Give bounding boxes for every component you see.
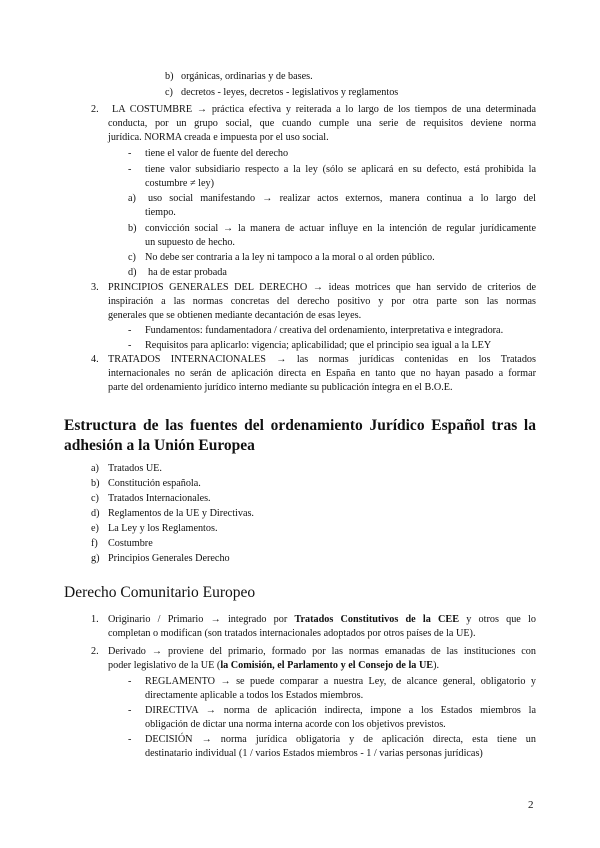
paragraph-line: inspiración a las normas concretas del derecho positivo y por otra parte son las normas <box>108 296 536 307</box>
section-heading: Estructura de las fuentes del ordenamiento Jurídico Español tras la <box>64 417 536 434</box>
dash-bullet: - <box>128 705 132 716</box>
bullet-text: obligación de dictar una norma interna acorde con los objetivos previstos. <box>145 719 446 730</box>
section-heading: adhesión a la Unión Europea <box>64 437 255 454</box>
paragraph-line: parte del ordenamiento jurídico interno mediante su publicación íntegra en el B.O.E. <box>108 382 453 393</box>
list-item-text: uso social manifestando → realizar actos externos, manera continua a lo largo del <box>148 193 536 204</box>
dash-bullet: - <box>128 325 132 336</box>
list-label: e) <box>91 523 99 534</box>
list-item-text: Costumbre <box>108 538 153 549</box>
bullet-text: tiene el valor de fuente del derecho <box>145 148 289 159</box>
list-item-text: Reglamentos de la UE y Directivas. <box>108 508 254 519</box>
list-label: c) <box>165 87 173 98</box>
list-label: d) <box>128 267 137 278</box>
list-item-text: tiempo. <box>145 207 176 218</box>
dash-bullet: - <box>128 148 132 159</box>
bullet-text: DECISIÓN → norma jurídica obligatoria y de aplicación directa, esta tiene un <box>145 734 536 745</box>
list-item-text: Constitución española. <box>108 478 201 489</box>
bullet-text: tiene valor subsidiario respecto a la ley (sólo se aplicará en su defecto, está prohibida la <box>145 164 536 175</box>
bullet-text: destinatario individual (1 / varios Estados miembros - 1 / varias personas jurídicas) <box>145 748 483 759</box>
paragraph-line: TRATADOS INTERNACIONALES → las normas jurídicas contenidas en los Tratados <box>108 354 536 365</box>
bullet-text: directamente aplicable a todos los Estados miembros. <box>145 690 364 701</box>
list-label: c) <box>91 493 99 504</box>
list-item-text: un supuesto de hecho. <box>145 237 235 248</box>
list-item-text: decretos - leyes, decretos - legislativos y reglamentos <box>181 87 399 98</box>
list-item-text: Tratados Internacionales. <box>108 493 211 504</box>
paragraph-line: Derivado → proviene del primario, formado por las normas emanadas de las instituciones con <box>108 646 536 657</box>
paragraph-line: internacionales no serán de aplicación directa en España en tanto que no hayan pasado a formar <box>108 368 536 379</box>
list-number: 1. <box>91 614 99 625</box>
list-label: a) <box>91 463 99 474</box>
list-number: 2. <box>91 646 99 657</box>
list-item-text: orgánicas, ordinarias y de bases. <box>181 71 313 82</box>
list-label: d) <box>91 508 100 519</box>
paragraph-line: generales que se obtienen mediante decantación de esas leyes. <box>108 310 362 321</box>
list-label: g) <box>91 553 100 564</box>
dash-bullet: - <box>128 676 132 687</box>
paragraph-line: conducta, por un grupo social, que cuando cumple una serie de requisitos deviene norma <box>108 118 536 129</box>
list-label: a) <box>128 193 136 204</box>
paragraph-line: PRINCIPIOS GENERALES DEL DERECHO → ideas motrices que han servido de criterios de <box>108 282 536 293</box>
list-number: 2. <box>91 104 99 115</box>
page-number: 2 <box>528 799 534 811</box>
list-label: b) <box>128 223 137 234</box>
list-label: b) <box>91 478 100 489</box>
dash-bullet: - <box>128 164 132 175</box>
paragraph-line: LA COSTUMBRE → práctica efectiva y reiterada a lo largo de los tiempos de una determinada <box>112 104 536 115</box>
bullet-text: REGLAMENTO → se puede comparar a nuestra Ley, de alcance general, obligatorio y <box>145 676 536 687</box>
list-number: 4. <box>91 354 99 365</box>
list-label: c) <box>128 252 136 263</box>
list-item-text: Tratados UE. <box>108 463 162 474</box>
section-heading: Derecho Comunitario Europeo <box>64 584 256 601</box>
paragraph-line: Originario / Primario → integrado por Tratados Constitutivos de la CEE y otros que lo <box>108 614 536 625</box>
list-label: f) <box>91 538 98 549</box>
paragraph-line: completan o modifican (son tratados internacionales adoptados por otros países de la UE). <box>108 628 476 639</box>
dash-bullet: - <box>128 734 132 745</box>
list-label: b) <box>165 71 174 82</box>
list-item-text: convicción social → la manera de actuar influye en la intención de regular jurídicamente <box>145 223 536 234</box>
paragraph-line: poder legislativo de la UE (la Comisión, el Parlamento y el Consejo de la UE). <box>108 660 440 671</box>
list-item-text: ha de estar probada <box>148 267 227 278</box>
list-item-text: La Ley y los Reglamentos. <box>108 523 218 534</box>
bullet-text: DIRECTIVA → norma de aplicación indirecta, impone a los Estados miembros la <box>145 705 536 716</box>
paragraph-line: jurídica. NORMA creada e impuesta por el uso social. <box>108 132 329 143</box>
bullet-text: Requisitos para aplicarlo: vigencia; aplicabilidad; que el principio sea igual a la LEY <box>145 340 492 351</box>
list-item-text: Principios Generales Derecho <box>108 553 230 564</box>
bullet-text: Fundamentos: fundamentadora / creativa del ordenamiento, interpretativa e integradora. <box>145 325 504 336</box>
bullet-text: costumbre ≠ ley) <box>145 178 214 189</box>
list-number: 3. <box>91 282 99 293</box>
dash-bullet: - <box>128 340 132 351</box>
list-item-text: No debe ser contraria a la ley ni tampoco a la moral o al orden público. <box>145 252 435 263</box>
